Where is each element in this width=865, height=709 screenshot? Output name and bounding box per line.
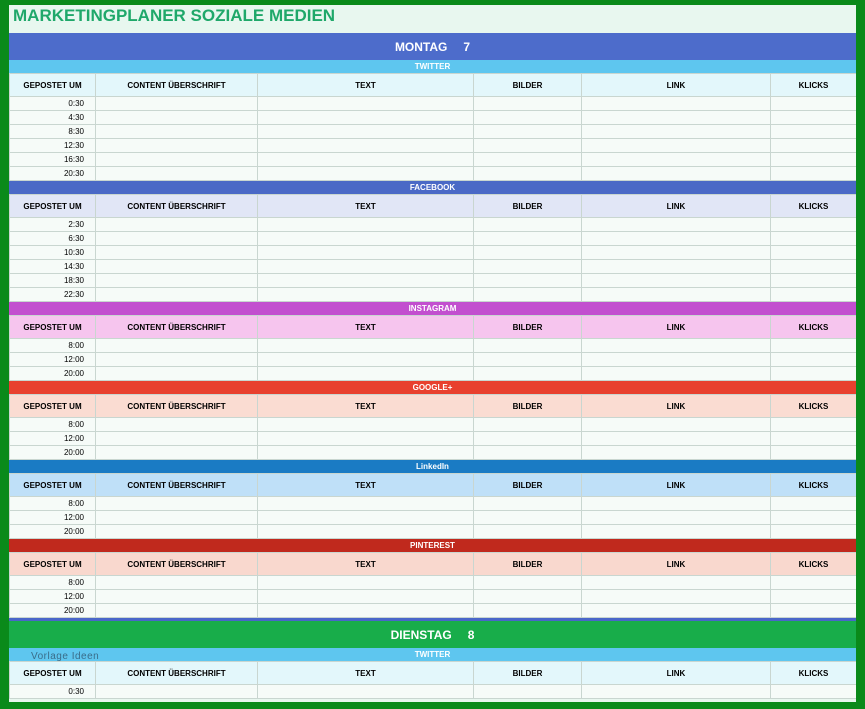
platform-table: [9, 661, 856, 699]
editable-cell[interactable]: [474, 274, 582, 288]
table-row: [10, 511, 857, 525]
post-time-cell[interactable]: 20:30: [10, 167, 96, 181]
planner-content: [9, 33, 856, 699]
editable-cell[interactable]: [771, 418, 857, 432]
column-header-row: [10, 474, 857, 497]
column-header-row: [10, 316, 857, 339]
editable-cell[interactable]: [96, 497, 258, 511]
post-time-cell[interactable]: 12:00: [10, 432, 96, 446]
column-header-row: [10, 553, 857, 576]
editable-cell[interactable]: [258, 246, 474, 260]
column-header-row: [10, 74, 857, 97]
editable-cell[interactable]: [771, 274, 857, 288]
post-time-cell[interactable]: 18:30: [10, 274, 96, 288]
day-header: [9, 33, 856, 60]
editable-cell[interactable]: [258, 353, 474, 367]
post-time-cell[interactable]: 4:30: [10, 111, 96, 125]
column-header: GEPOSTET UM: [10, 553, 96, 576]
editable-cell[interactable]: [474, 246, 582, 260]
editable-cell[interactable]: [582, 497, 771, 511]
post-time-cell[interactable]: 0:30: [10, 685, 96, 699]
editable-cell[interactable]: [96, 590, 258, 604]
column-header: LINK: [582, 316, 771, 339]
table-row: [10, 590, 857, 604]
editable-cell[interactable]: [474, 167, 582, 181]
table-row: [10, 111, 857, 125]
post-time-cell[interactable]: 12:30: [10, 139, 96, 153]
table-row: [10, 525, 857, 539]
column-header: TEXT: [258, 474, 474, 497]
table-row: [10, 274, 857, 288]
post-time-cell[interactable]: 8:00: [10, 497, 96, 511]
editable-cell[interactable]: [96, 139, 258, 153]
column-header: GEPOSTET UM: [10, 395, 96, 418]
editable-cell[interactable]: [474, 511, 582, 525]
editable-cell[interactable]: [258, 260, 474, 274]
editable-cell[interactable]: [771, 232, 857, 246]
editable-cell[interactable]: [771, 153, 857, 167]
column-header: BILDER: [474, 74, 582, 97]
editable-cell[interactable]: [258, 139, 474, 153]
editable-cell[interactable]: [474, 590, 582, 604]
column-header: BILDER: [474, 662, 582, 685]
editable-cell[interactable]: [771, 339, 857, 353]
post-time-cell[interactable]: 12:00: [10, 353, 96, 367]
editable-cell[interactable]: [474, 339, 582, 353]
post-time-cell[interactable]: 6:30: [10, 232, 96, 246]
table-row: [10, 153, 857, 167]
editable-cell[interactable]: [582, 218, 771, 232]
column-header: LINK: [582, 195, 771, 218]
editable-cell[interactable]: [96, 525, 258, 539]
editable-cell[interactable]: [771, 590, 857, 604]
column-header: KLICKS: [771, 195, 857, 218]
column-header: CONTENT ÜBERSCHRIFT: [96, 662, 258, 685]
editable-cell[interactable]: [582, 446, 771, 460]
editable-cell[interactable]: [96, 367, 258, 381]
editable-cell[interactable]: [771, 604, 857, 618]
table-row: [10, 576, 857, 590]
editable-cell[interactable]: [474, 418, 582, 432]
sheet-title: MARKETINGPLANER SOZIALE MEDIEN: [13, 6, 336, 25]
day-number: 8: [467, 627, 475, 642]
column-header: TEXT: [258, 553, 474, 576]
post-time-cell[interactable]: 8:00: [10, 339, 96, 353]
column-header: CONTENT ÜBERSCHRIFT: [96, 195, 258, 218]
editable-cell[interactable]: [474, 232, 582, 246]
column-header: BILDER: [474, 316, 582, 339]
platform-table: [9, 73, 856, 181]
editable-cell[interactable]: [582, 246, 771, 260]
column-header-row: [10, 662, 857, 685]
editable-cell[interactable]: [582, 367, 771, 381]
editable-cell[interactable]: [474, 497, 582, 511]
table-row: [10, 167, 857, 181]
editable-cell[interactable]: [771, 576, 857, 590]
platform-table: [9, 394, 856, 460]
column-header: LINK: [582, 553, 771, 576]
editable-cell[interactable]: [582, 525, 771, 539]
table-row: [10, 260, 857, 274]
editable-cell[interactable]: [96, 260, 258, 274]
table-row: [10, 367, 857, 381]
column-header: BILDER: [474, 474, 582, 497]
editable-cell[interactable]: [474, 288, 582, 302]
editable-cell[interactable]: [582, 288, 771, 302]
editable-cell[interactable]: [474, 685, 582, 699]
column-header: BILDER: [474, 195, 582, 218]
post-time-cell[interactable]: 20:00: [10, 525, 96, 539]
column-header: KLICKS: [771, 553, 857, 576]
editable-cell[interactable]: [771, 432, 857, 446]
editable-cell[interactable]: [258, 167, 474, 181]
editable-cell[interactable]: [474, 576, 582, 590]
editable-cell[interactable]: [474, 153, 582, 167]
editable-cell[interactable]: [474, 125, 582, 139]
editable-cell[interactable]: [474, 432, 582, 446]
editable-cell[interactable]: [474, 353, 582, 367]
column-header: TEXT: [258, 395, 474, 418]
editable-cell[interactable]: [771, 218, 857, 232]
column-header: GEPOSTET UM: [10, 316, 96, 339]
editable-cell[interactable]: [771, 111, 857, 125]
editable-cell[interactable]: [96, 685, 258, 699]
post-time-cell[interactable]: 12:00: [10, 590, 96, 604]
editable-cell[interactable]: [96, 353, 258, 367]
editable-cell[interactable]: [258, 232, 474, 246]
editable-cell[interactable]: [474, 525, 582, 539]
table-row: [10, 418, 857, 432]
editable-cell[interactable]: [96, 576, 258, 590]
column-header: KLICKS: [771, 662, 857, 685]
column-header-row: [10, 395, 857, 418]
post-time-cell[interactable]: 12:00: [10, 511, 96, 525]
editable-cell[interactable]: [771, 353, 857, 367]
column-header: CONTENT ÜBERSCHRIFT: [96, 474, 258, 497]
editable-cell[interactable]: [474, 218, 582, 232]
editable-cell[interactable]: [258, 97, 474, 111]
editable-cell[interactable]: [582, 511, 771, 525]
editable-cell[interactable]: [96, 167, 258, 181]
editable-cell[interactable]: [258, 418, 474, 432]
platform-header: TWITTER: [9, 60, 856, 73]
editable-cell[interactable]: [582, 125, 771, 139]
column-header: GEPOSTET UM: [10, 195, 96, 218]
editable-cell[interactable]: [96, 339, 258, 353]
editable-cell[interactable]: [771, 446, 857, 460]
editable-cell[interactable]: [474, 139, 582, 153]
column-header: KLICKS: [771, 316, 857, 339]
platform-header: LinkedIn: [9, 460, 856, 473]
platform-header: PINTEREST: [9, 539, 856, 552]
editable-cell[interactable]: [258, 685, 474, 699]
column-header: LINK: [582, 74, 771, 97]
day-header: [9, 621, 856, 648]
post-time-cell[interactable]: 20:00: [10, 446, 96, 460]
column-header: CONTENT ÜBERSCHRIFT: [96, 395, 258, 418]
editable-cell[interactable]: [582, 590, 771, 604]
editable-cell[interactable]: [582, 111, 771, 125]
platform-table: [9, 552, 856, 618]
table-row: [10, 353, 857, 367]
column-header: TEXT: [258, 662, 474, 685]
table-row: [10, 604, 857, 618]
editable-cell[interactable]: [582, 139, 771, 153]
editable-cell[interactable]: [771, 685, 857, 699]
editable-cell[interactable]: [582, 418, 771, 432]
editable-cell[interactable]: [258, 111, 474, 125]
editable-cell[interactable]: [582, 339, 771, 353]
editable-cell[interactable]: [96, 274, 258, 288]
editable-cell[interactable]: [474, 260, 582, 274]
column-header: TEXT: [258, 195, 474, 218]
column-header: BILDER: [474, 395, 582, 418]
editable-cell[interactable]: [258, 446, 474, 460]
table-row: [10, 218, 857, 232]
editable-cell[interactable]: [582, 685, 771, 699]
post-time-cell[interactable]: 0:30: [10, 97, 96, 111]
table-row: [10, 246, 857, 260]
platform-table: [9, 315, 856, 381]
platform-header: TWITTER: [9, 648, 856, 661]
editable-cell[interactable]: [258, 432, 474, 446]
column-header: LINK: [582, 395, 771, 418]
platform-table: [9, 194, 856, 302]
platform-header: FACEBOOK: [9, 181, 856, 194]
editable-cell[interactable]: [582, 232, 771, 246]
editable-cell[interactable]: [582, 604, 771, 618]
editable-cell[interactable]: [258, 525, 474, 539]
editable-cell[interactable]: [96, 232, 258, 246]
post-time-cell[interactable]: 2:30: [10, 218, 96, 232]
column-header: TEXT: [258, 74, 474, 97]
post-time-cell[interactable]: 10:30: [10, 246, 96, 260]
day-name: MONTAG: [394, 39, 448, 54]
watermark: Vorlage Ideen: [31, 651, 100, 662]
editable-cell[interactable]: [258, 604, 474, 618]
table-row: [10, 432, 857, 446]
table-row: [10, 288, 857, 302]
editable-cell[interactable]: [258, 511, 474, 525]
day-name: DIENSTAG: [390, 627, 452, 642]
editable-cell[interactable]: [96, 418, 258, 432]
table-row: [10, 339, 857, 353]
editable-cell[interactable]: [258, 125, 474, 139]
editable-cell[interactable]: [258, 288, 474, 302]
editable-cell[interactable]: [771, 367, 857, 381]
platform-header: GOOGLE+: [9, 381, 856, 394]
editable-cell[interactable]: [474, 367, 582, 381]
editable-cell[interactable]: [582, 260, 771, 274]
editable-cell[interactable]: [96, 153, 258, 167]
editable-cell[interactable]: [582, 97, 771, 111]
post-time-cell[interactable]: 14:30: [10, 260, 96, 274]
editable-cell[interactable]: [258, 590, 474, 604]
editable-cell[interactable]: [582, 576, 771, 590]
column-header: LINK: [582, 474, 771, 497]
editable-cell[interactable]: [258, 576, 474, 590]
platform-table: [9, 473, 856, 539]
editable-cell[interactable]: [582, 353, 771, 367]
day-number: 7: [463, 39, 471, 54]
editable-cell[interactable]: [474, 97, 582, 111]
post-time-cell[interactable]: 8:30: [10, 125, 96, 139]
table-row: [10, 125, 857, 139]
column-header: KLICKS: [771, 74, 857, 97]
post-time-cell[interactable]: 22:30: [10, 288, 96, 302]
editable-cell[interactable]: [96, 288, 258, 302]
column-header: KLICKS: [771, 395, 857, 418]
editable-cell[interactable]: [96, 446, 258, 460]
column-header-row: [10, 195, 857, 218]
editable-cell[interactable]: [96, 125, 258, 139]
table-row: [10, 685, 857, 699]
column-header: CONTENT ÜBERSCHRIFT: [96, 316, 258, 339]
editable-cell[interactable]: [258, 274, 474, 288]
column-header: GEPOSTET UM: [10, 662, 96, 685]
editable-cell[interactable]: [258, 218, 474, 232]
editable-cell[interactable]: [96, 218, 258, 232]
column-header: CONTENT ÜBERSCHRIFT: [96, 553, 258, 576]
table-row: [10, 232, 857, 246]
editable-cell[interactable]: [474, 111, 582, 125]
editable-cell[interactable]: [96, 111, 258, 125]
editable-cell[interactable]: [96, 604, 258, 618]
platform-header: INSTAGRAM: [9, 302, 856, 315]
post-time-cell[interactable]: 8:00: [10, 576, 96, 590]
editable-cell[interactable]: [258, 497, 474, 511]
editable-cell[interactable]: [258, 339, 474, 353]
editable-cell[interactable]: [96, 97, 258, 111]
editable-cell[interactable]: [474, 446, 582, 460]
editable-cell[interactable]: [258, 153, 474, 167]
column-header: CONTENT ÜBERSCHRIFT: [96, 74, 258, 97]
table-row: [10, 446, 857, 460]
editable-cell[interactable]: [258, 367, 474, 381]
editable-cell[interactable]: [771, 288, 857, 302]
editable-cell[interactable]: [474, 604, 582, 618]
column-header: BILDER: [474, 553, 582, 576]
editable-cell[interactable]: [771, 125, 857, 139]
table-row: [10, 497, 857, 511]
editable-cell[interactable]: [771, 139, 857, 153]
editable-cell[interactable]: [771, 97, 857, 111]
spreadsheet: [9, 5, 856, 702]
editable-cell[interactable]: [582, 274, 771, 288]
table-row: [10, 97, 857, 111]
post-time-cell[interactable]: 8:00: [10, 418, 96, 432]
editable-cell[interactable]: [771, 511, 857, 525]
editable-cell[interactable]: [771, 246, 857, 260]
table-row: [10, 139, 857, 153]
editable-cell[interactable]: [771, 260, 857, 274]
post-time-cell[interactable]: 16:30: [10, 153, 96, 167]
editable-cell[interactable]: [771, 525, 857, 539]
post-time-cell[interactable]: 20:00: [10, 604, 96, 618]
editable-cell[interactable]: [96, 511, 258, 525]
column-header: GEPOSTET UM: [10, 474, 96, 497]
editable-cell[interactable]: [771, 497, 857, 511]
editable-cell[interactable]: [771, 167, 857, 181]
editable-cell[interactable]: [582, 432, 771, 446]
column-header: LINK: [582, 662, 771, 685]
editable-cell[interactable]: [582, 153, 771, 167]
editable-cell[interactable]: [96, 246, 258, 260]
editable-cell[interactable]: [582, 167, 771, 181]
column-header: TEXT: [258, 316, 474, 339]
editable-cell[interactable]: [96, 432, 258, 446]
post-time-cell[interactable]: 20:00: [10, 367, 96, 381]
column-header: GEPOSTET UM: [10, 74, 96, 97]
column-header: KLICKS: [771, 474, 857, 497]
